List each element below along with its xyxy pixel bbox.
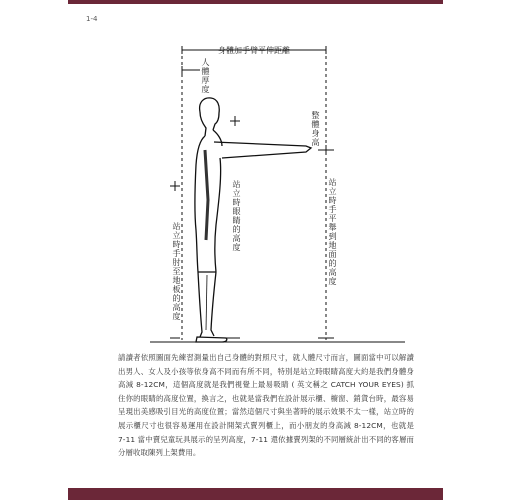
overall-height-label: 整體身高 bbox=[311, 111, 320, 147]
human-silhouette bbox=[195, 98, 311, 342]
bottom-accent-bar bbox=[68, 488, 443, 500]
elbow-height-label: 站立時手肘至地板的高度 bbox=[172, 222, 181, 321]
body-depth-label: 人體厚度 bbox=[201, 58, 210, 94]
eye-height-label: 站立時眼睛的高度 bbox=[232, 180, 241, 252]
page-number: 1-4 bbox=[86, 15, 98, 23]
hand-height-label: 站立時手平舉到地面的高度 bbox=[328, 178, 337, 286]
arm-reach-label: 身體加手臂平伸距離 bbox=[218, 46, 290, 55]
body-paragraph: 請讀者依照圖面先練習測量出自己身體的對照尺寸，就人體尺寸而言，圖面當中可以解讀出男人、女人及小孩等依身高不同而有所不同，特別是站立時眼睛高度大約是我們身體身高減 8-12CM，這個高度就是我們視覺上最易吸睛 ( 英文稱之 CATCH YOUR EYES) 抓住你的眼睛的高度位置，換言之，也就是當我們在設計展示櫃、櫥窗、銷貨台時，最容易呈現出美感吸引目光的高度位置；當然這個尺寸與坐著時的展示效果不太一樣，站立時的展示櫃尺寸也很容易運用在設計開架式賣列櫃上，而小朋友的身高減 8-12CM，也就是 7-11 當中賣兒童玩具展示的呈列高度，7-11 還依據賣列架的不同層統計出不同的客層而分層收取陳列上架費用。 bbox=[118, 353, 414, 458]
